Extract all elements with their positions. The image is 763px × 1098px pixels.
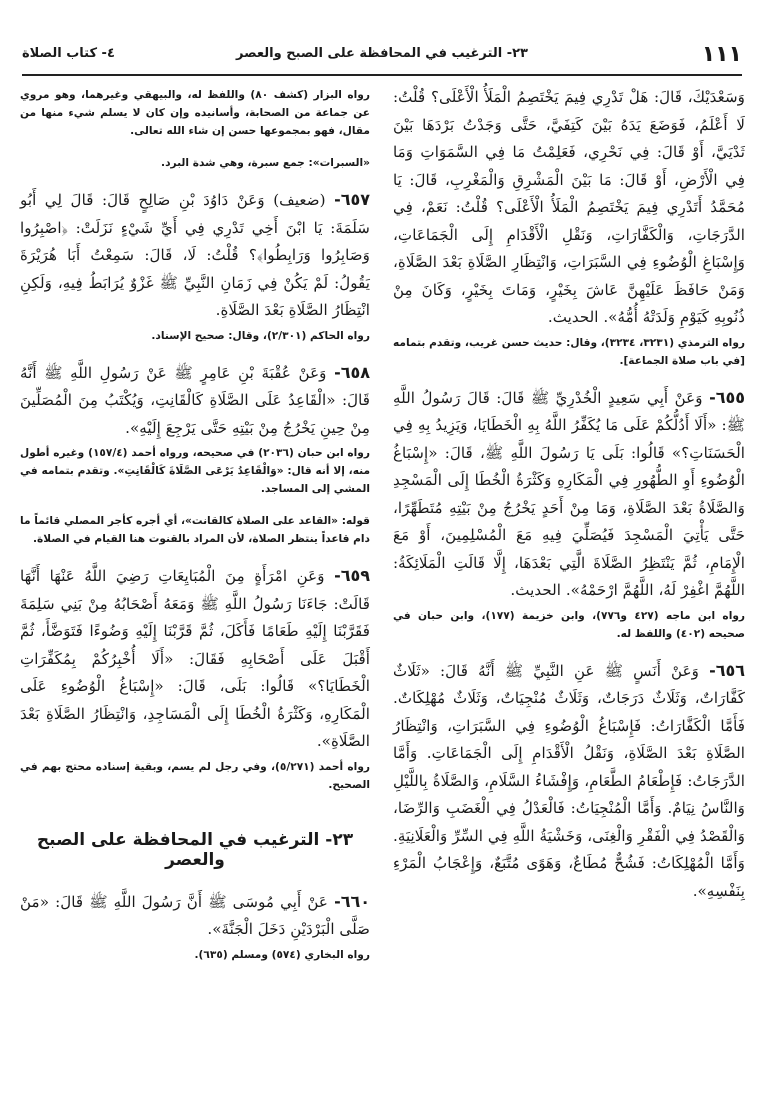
page-number: ١١١ <box>701 42 742 67</box>
right-column <box>393 84 745 907</box>
hadith-text: وَعَنْ أَبِي سَعِيدٍ الْخُدْرِيِّ ﷺ قَالَ: قَالَ رَسُولُ اللَّهِ ﷺ: «أَلَا أَدُلُّكُمْ عَلَى مَا يُكَفِّرُ اللَّهُ بِهِ الْخَطَايَا، وَيَزِيدُ بِهِ فِي الْحَسَنَاتِ؟» قَالُوا: بَلَى يَا رَسُولَ اللَّهِ ﷺ، قَالَ: «إِسْبَاغُ الْوُضُوءِ أَوِ الطُّهُورِ فِي الْمَكَارِهِ وَكَثْرَةُ الْخُطَا إِلَى الْمَسْجِدِ وَالصَّلَاةُ بَعْدَ الصَّلَاةِ، وَمَا مِنْ أَحَدٍ يَخْرُجُ مِنْ بَيْتِهِ مُتَطَهِّرًا، حَتَّى يَأْتِيَ الْمَسْجِدَ فَيُصَلِّيَ فِيهِ مَعَ الْمُسْلِمِينَ، أَوْ مَعَ الْإِمَامِ، ثُمَّ يَنْتَظِرُ الصَّلَاةَ الَّتِي بَعْدَهَا، إِلَّا قَالَتِ الْمَلَائِكَةُ: اللَّهُمَّ اغْفِرْ لَهُ، اللَّهُمَّ ارْحَمْهُ». الحديث. <box>393 388 745 599</box>
hadith-text: وَعَنِ امْرَأَةٍ مِنَ الْمُبَايِعَاتِ رَضِيَ اللَّهُ عَنْهَا أَنَّهَا قَالَتْ: جَاءَنَا رَسُولُ اللَّهِ ﷺ وَمَعَهُ أَصْحَابُهُ مِنْ بَنِي سَلِمَةَ فَقَرَّبْنَا إِلَيْهِ طَعَامًا فَأَكَلَ، ثُمَّ قَرَّبْنَا إِلَيْهِ وَضُوءًا فَتَوَضَّأَ، ثُمَّ أَقْبَلَ عَلَى أَصْحَابِهِ فَقَالَ: «أَلَا أُخْبِرُكُمْ بِمُكَفِّرَاتِ الْخَطَايَا؟» قَالُوا: بَلَى، قَالَ: «إِسْبَاغُ الْوُضُوءِ عَلَى الْمَكَارِهِ، وَكَثْرَةُ الْخُطَا إِلَى الْمَسَاجِدِ، وَانْتِظَارُ الصَّلَاةِ بَعْدَ الصَّلَاةِ». <box>20 567 370 750</box>
hadith-659 <box>20 562 370 756</box>
hadith-660-source: رواه البخاري (٥٧٤) ومسلم (٦٣٥). <box>194 948 370 961</box>
hadith-text: وَعَنْ أَنَسٍ ﷺ عَنِ النَّبِيِّ ﷺ أَنَّهُ قَالَ: «ثَلَاثٌ كَفَّارَاتٌ، وَثَلَاثٌ دَرَجَاتٌ، وَثَلَاثٌ مُنْجِيَاتٌ، وَثَلَاثٌ مُهْلِكَاتٌ. فَأَمَّا الْكَفَّارَاتُ: فَإِسْبَاغُ الْوُضُوءِ فِي السَّبَرَاتِ، وَانْتِظَارُ الصَّلَاةِ بَعْدَ الصَّلَاةِ، وَنَقْلُ الْأَقْدَامِ إِلَى الْجَمَاعَاتِ. وَأَمَّا الدَّرَجَاتُ: فَإِطْعَامُ الطَّعَامِ، وَإِفْشَاءُ السَّلَامِ، وَالصَّلَاةُ بِاللَّيْلِ وَالنَّاسُ نِيَامٌ. وَأَمَّا الْمُنْجِيَاتُ: فَالْعَدْلُ فِي الْغَضَبِ وَالرِّضَا، وَالْقَصْدُ فِي الْفَقْرِ وَالْغِنَى، وَخَشْيَةُ اللَّهِ فِي السِّرِّ وَالْعَلَانِيَةِ. وَأَمَّا الْمُهْلِكَاتُ: فَشُحٌّ مُطَاعٌ، وَهَوًى مُتَّبَعٌ، وَإِعْجَابُ الْمَرْءِ بِنَفْسِهِ». <box>393 661 745 900</box>
hadith-number: ٦٥٦- <box>709 660 745 680</box>
left-column <box>20 84 370 978</box>
hadith-654-continuation: وَسَعْدَيْكَ، قَالَ: هَلْ تَدْرِي فِيمَ يَخْتَصِمُ الْمَلَأُ الْأَعْلَى؟ قُلْتُ: لَا أَعْلَمُ، فَوَضَعَ يَدَهُ بَيْنَ كَتِفَيَّ، حَتَّى وَجَدْتُ بَرْدَهَا بَيْنَ ثَدْيَيَّ، أَوْ قَالَ: فِي نَحْرِي، فَعَلِمْتُ مَا فِي السَّمَوَاتِ وَمَا فِي الْأَرْضِ، أَوْ قَالَ: مَا بَيْنَ الْمَشْرِقِ وَالْمَغْرِبِ، قَالَ: يَا مُحَمَّدُ أَتَدْرِي فِيمَ يَخْتَصِمُ الْمَلَأُ الْأَعْلَى؟ قُلْتُ: نَعَمْ، فِي الدَّرَجَاتِ، وَالْكَفَّارَاتِ، وَنَقْلِ الْأَقْدَامِ إِلَى الْجَمَاعَاتِ، وَإِسْبَاغِ الْوُضُوءِ فِي السَّبَرَاتِ، وَانْتِظَارِ الصَّلَاةِ بَعْدَ الصَّلَاةِ، وَمَنْ حَافَظَ عَلَيْهِنَّ عَاشَ بِخَيْرٍ، وَمَاتَ بِخَيْرٍ، وَكَانَ مِنْ ذُنُوبِهِ كَيَوْمِ وَلَدَتْهُ أُمُّهُ». الحديث. <box>393 88 745 326</box>
hadith-656-note: «السبرات»: جمع سبرة، وهي شدة البرد. <box>161 157 370 169</box>
hadith-658 <box>20 359 370 443</box>
hadith-number: ٦٥٨- <box>334 362 370 382</box>
hadith-654-source: رواه الترمذي (٣٢٣١، ٣٢٣٤)، وقال: حديث حسن غريب، وتقدم بتمامه [في باب صلاة الجماعة]. <box>393 336 745 367</box>
hadith-text: وَعَنْ عُقْبَةَ بْنِ عَامِرٍ ﷺ عَنْ رَسُولِ اللَّهِ ﷺ أَنَّهُ قَالَ: «الْقَاعِدُ عَلَى الصَّلَاةِ كَالْقَانِتِ، وَيُكْتَبُ مِنَ الْمُصَلِّينَ مِنْ حِينِ يَخْرُجُ مِنْ بَيْتِهِ حَتَّى يَرْجِعَ إِلَيْهِ». <box>20 363 370 437</box>
hadith-number: ٦٥٩- <box>334 566 371 585</box>
hadith-number: ٦٦٠- <box>334 891 370 911</box>
chapter-title: ٢٣- الترغيب في المحافظة على الصبح والعصر <box>36 829 354 870</box>
page-header <box>22 42 742 72</box>
hadith-656-source: رواه البزار (كشف ٨٠) واللفظ له، والبيهقي وغيرهما، وهو مروي عن جماعة من الصحابة، وأسانيده وإن كان لا يسلم شيء منها من مقال، فهو بمجموعها حسن إن شاء الله تعالى. <box>20 89 370 137</box>
hadith-657 <box>20 186 370 325</box>
hadith-text: (ضعيف) وَعَنْ دَاوُدَ بْنِ صَالِحٍ قَالَ: قَالَ لِي أَبُو سَلَمَةَ: يَا ابْنَ أَخِي تَدْرِي فِي أَيِّ شَيْءٍ نَزَلَتْ: ﴿اصْبِرُوا وَصَابِرُوا وَرَابِطُوا﴾؟ قُلْتُ: لَا، قَالَ: سَمِعْتُ أَبَا هُرَيْرَةَ يَقُولُ: لَمْ يَكُنْ فِي زَمَانِ النَّبِيِّ ﷺ غَزْوٌ يُرَابَطُ فِيهِ، وَلَكِنِ انْتِظَارُ الصَّلَاةِ بَعْدَ الصَّلَاةِ. <box>20 191 370 319</box>
hadith-660 <box>20 888 370 944</box>
hadith-text: عَنْ أَبِي مُوسَى ﷺ أَنَّ رَسُولَ اللَّهِ ﷺ قَالَ: «مَنْ صَلَّى الْبَرْدَيْنِ دَخَلَ الْجَنَّةَ». <box>20 892 370 938</box>
hadith-number: ٦٥٧- <box>334 190 370 209</box>
header-rule <box>22 74 742 76</box>
hadith-659-source: رواه أحمد (٥/٢٧١)، وفي رجل لم يسم، وبقية إسناده محتج بهم في الصحيح. <box>20 760 370 791</box>
hadith-655-source: رواه ابن ماجه (٤٢٧ و٧٧٦)، وابن خزيمة (١٧٧)، وابن حبان في صحيحه (٤٠٢) واللفظ له. <box>393 609 746 640</box>
hadith-655 <box>393 384 745 605</box>
hadith-656 <box>393 657 745 906</box>
hadith-657-source: رواه الحاكم (٢/٣٠١)، وقال: صحيح الإسناد. <box>151 329 370 342</box>
running-title: ٢٣- الترغيب في المحافظة على الصبح والعصر <box>236 46 528 61</box>
hadith-658-note: قوله: «القاعد على الصلاة كالقانت»، أي أجره كأجر المصلي قائماً ما دام قاعداً ينتظر الصلاة، لأن المراد بالقنوت هنا القيام في الصلاة. <box>20 515 370 545</box>
hadith-number: ٦٥٥- <box>709 387 746 407</box>
book-title: ٤- كتاب الصلاة <box>22 46 115 61</box>
hadith-658-source: رواه ابن حبان (٢٠٣٦) في صحيحه، ورواه أحمد (١٥٧/٤) وغيره أطول منه، إلا أنه قال: «وَالْقَاعِدُ يَرْعَى الصَّلَاةَ كَالْقَانِتِ». وتقدم بتمامه في المشي إلى المساجد. <box>20 447 370 495</box>
